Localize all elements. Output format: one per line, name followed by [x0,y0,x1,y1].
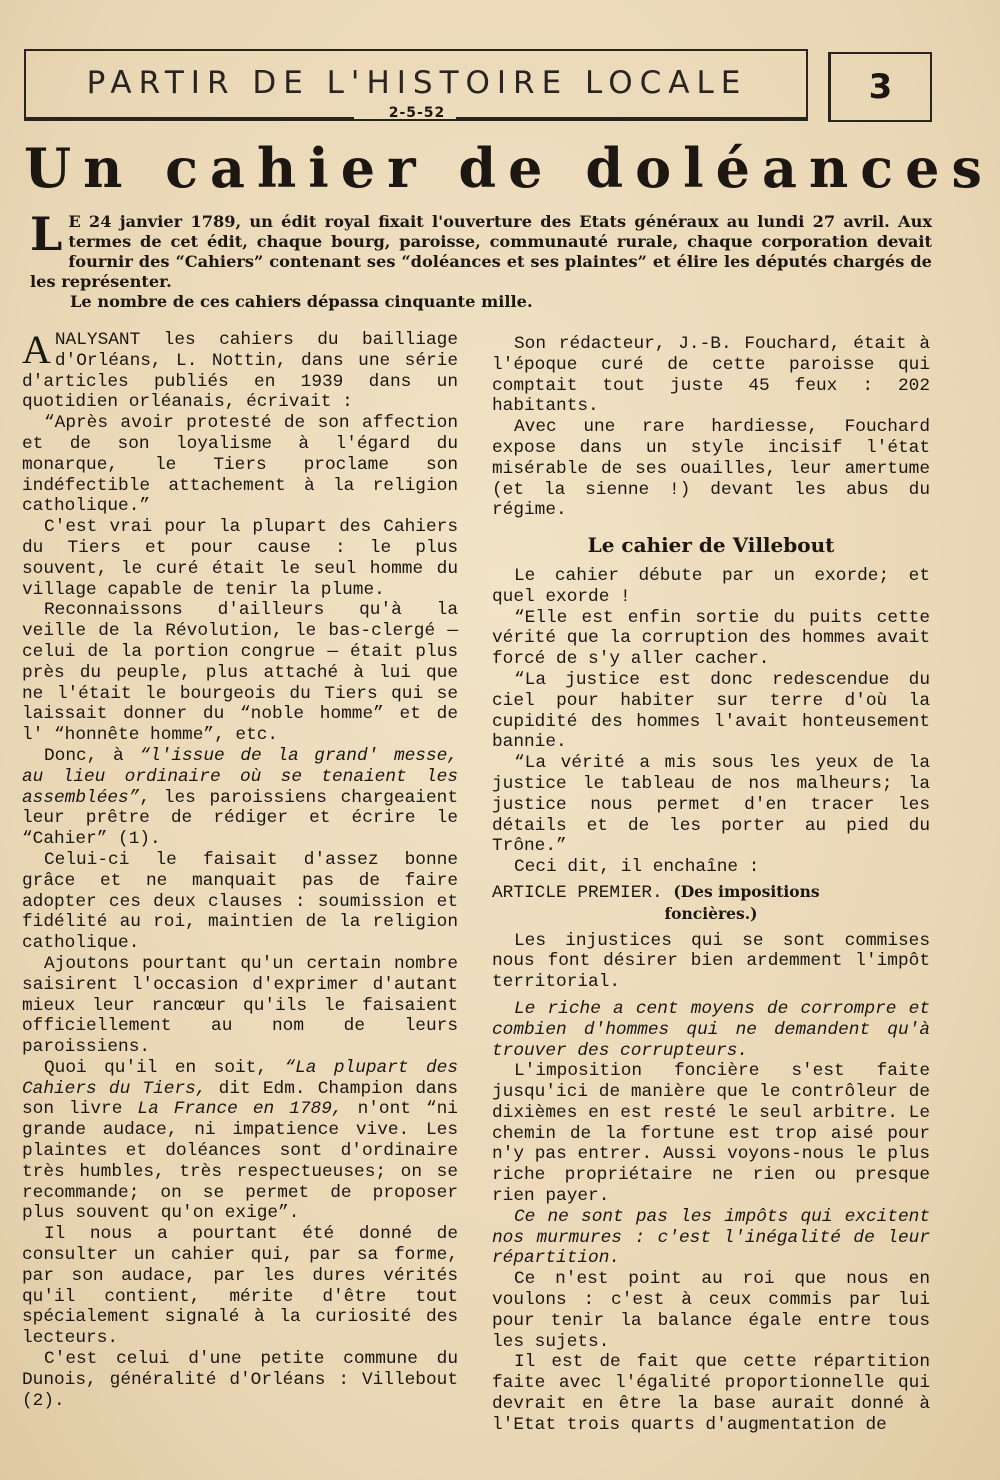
paragraph: Reconnaissons d'ailleurs qu'à la veille de la Révolution, le bas-clergé — celui de la portion congrue — était plus près du peuple, plus attaché à lui que ne l'était le bourgeois du Tiers qui se laissait donner du “noble homme” et de l' “honnête homme”, etc. [22,600,458,746]
article-title-continued: foncières.) [664,903,758,923]
paragraph: “La vérité a mis sous les yeux de la justice le tableau de nos malheurs; la justice nous permet d'en tracer les détails et de les porter au pied du Trône.” [492,753,930,857]
paragraph: L'imposition foncière s'est faite jusqu'ici de manière que le contrôleur de dixièmes en est resté le seul arbitre. Le chemin de la fortune est trop aisé pour n'y pas entrer. Aussi voyons-nous le plus riche propriétaire ne rien ou presque rien payer. [492,1061,930,1207]
paragraph: Avec une rare hardiesse, Fouchard expose dans un style incisif l'état misérable de ses ouailles, leur amertume (et la sienne !) devant les abus du régime. [492,417,930,521]
text-span: Quoi qu'il en soit, [44,1057,285,1078]
paragraph: Son rédacteur, J.-B. Fouchard, était à l'époque curé de cette paroisse qui comptait tout juste 45 feux : 202 habitants. [492,334,930,417]
paragraph [22,746,458,850]
issue-date: 2-5-52 [388,105,446,121]
right-column [492,334,930,1436]
quote-italic: “La plupart des Cahiers du Tiers, [22,1057,458,1099]
quote-italic: “l'issue de la grand' messe, au lieu ordinaire où se tenaient les assemblées” [22,745,458,808]
paragraph: Ajoutons pourtant qu'un certain nombre saisirent l'occasion d'exprimer d'autant mieux leur rancœur qu'ils le faisaient officiellement au nom de leurs paroissiens. [22,953,458,1058]
intro-paragraph [30,207,932,292]
section-title: PARTIR DE L'HISTOIRE LOCALE [86,65,748,101]
paragraph: “Après avoir protesté de son affection et de son loyalisme à l'égard du monarque, le Tiers proclame son indéfectible attachement à la religion catholique.” [22,413,458,517]
paragraph: Il nous a pourtant été donné de consulter un cahier qui, par sa forme, par son audace, par les dures vérités qu'il contient, mérite d'être tout spécialement signalé à la curiosité des lecteurs. [22,1224,458,1349]
paragraph: C'est vrai pour la plupart des Cahiers du Tiers et pour cause : le plus souvent, le curé était le seul homme du village capable de tenir la plume. [22,517,458,600]
text-span: , les paroissiens chargeaient leur prêtre de rédiger et écrire le “Cahier” (1). [22,787,458,850]
article-intro [30,207,932,312]
page-number: 3 [828,52,932,122]
text-span: Donc, à [44,745,140,766]
left-column [22,327,459,1411]
text-span: n'ont “ni grande audace, ni impatience vive. Les plaintes et doléances sont d'ordinaire très humbles, très respectueuses; on se recommande; on se permet de proposer plus souvent qu'on exige”. [22,1099,458,1224]
article-heading [492,882,930,904]
paragraph: Ce n'est point au roi que nous en voulons : c'est à ceux commis par lui pour tenir la balance égale entre tous les sujets. [492,1269,930,1352]
paragraph: Il est de fait que cette répartition faite avec l'égalité proportionnelle qui devrait en être la base aurait donné à l'Etat trois quarts d'augmentation de [492,1352,930,1435]
paragraph-text: NALYSANT les cahiers du bailliage d'Orléans, L. Nottin, dans une série d'articles publiés en 1939 dans un quotidien orléanais, écrivait : [22,330,458,413]
book-title-italic: La France en 1789, [137,1099,343,1120]
section-header [24,49,808,121]
article-label: ARTICLE PREMIER. [492,882,663,903]
paragraph-italic: Le riche a cent moyens de corrompre et combien d'hommes qui ne demandent qu'à trouver des corrupteurs. [492,998,930,1061]
paragraph [22,327,458,413]
header-rule-left [24,117,354,120]
paragraph-italic: Ce ne sont pas les impôts qui excitent nos murmures : c'est l'inégalité de leur répartition. [492,1206,930,1269]
header-rule-right [456,117,808,120]
paragraph-dropcap: A [22,327,51,372]
subheading: Le cahier de Villebout [587,533,835,558]
paragraph: Celui-ci le faisait d'assez bonne grâce et ne manquait pas de faire adopter ces deux clauses : soumission et fidélité au roi, maintien de la religion catholique. [22,849,458,954]
paragraph: C'est celui d'une petite commune du Dunois, généralité d'Orléans : Villebout (2). [22,1349,458,1411]
paragraph [22,1058,458,1224]
paragraph: “Elle est enfin sortie du puits cette vérité que la corruption des hommes avait forcé de s'y aller cacher. [492,607,930,670]
text-span: dit Edm. Champion dans son livre [22,1078,459,1120]
article-headline: Un cahier de doléances [24,136,994,200]
intro-summary: Le nombre de ces cahiers dépassa cinquante mille. [70,292,533,311]
article-title: (Des impositions [673,881,820,901]
paragraph: Le cahier débute par un exorde; et quel exorde ! [492,565,930,607]
intro-dropcap: L [30,207,63,261]
paragraph: Ceci dit, il enchaîne : [514,857,760,878]
paragraph: “La justice est donc redescendue du ciel pour habiter sur terre d'où la cupidité des hommes l'avait honteusement bannie. [492,669,930,753]
paragraph: Les injustices qui se sont commises nous font désirer bien ardemment l'impôt territorial. [492,930,930,993]
intro-text: E 24 janvier 1789, un édit royal fixait l'ouverture des Etats généraux au lundi 27 avril. Aux termes de cet édit, chaque bourg, paroisse, communauté rurale, chaque corporation devait fournir des “Cahiers” contenant ses “doléances et ses plaintes” et élire les députés chargés de les représenter. [30,212,932,291]
